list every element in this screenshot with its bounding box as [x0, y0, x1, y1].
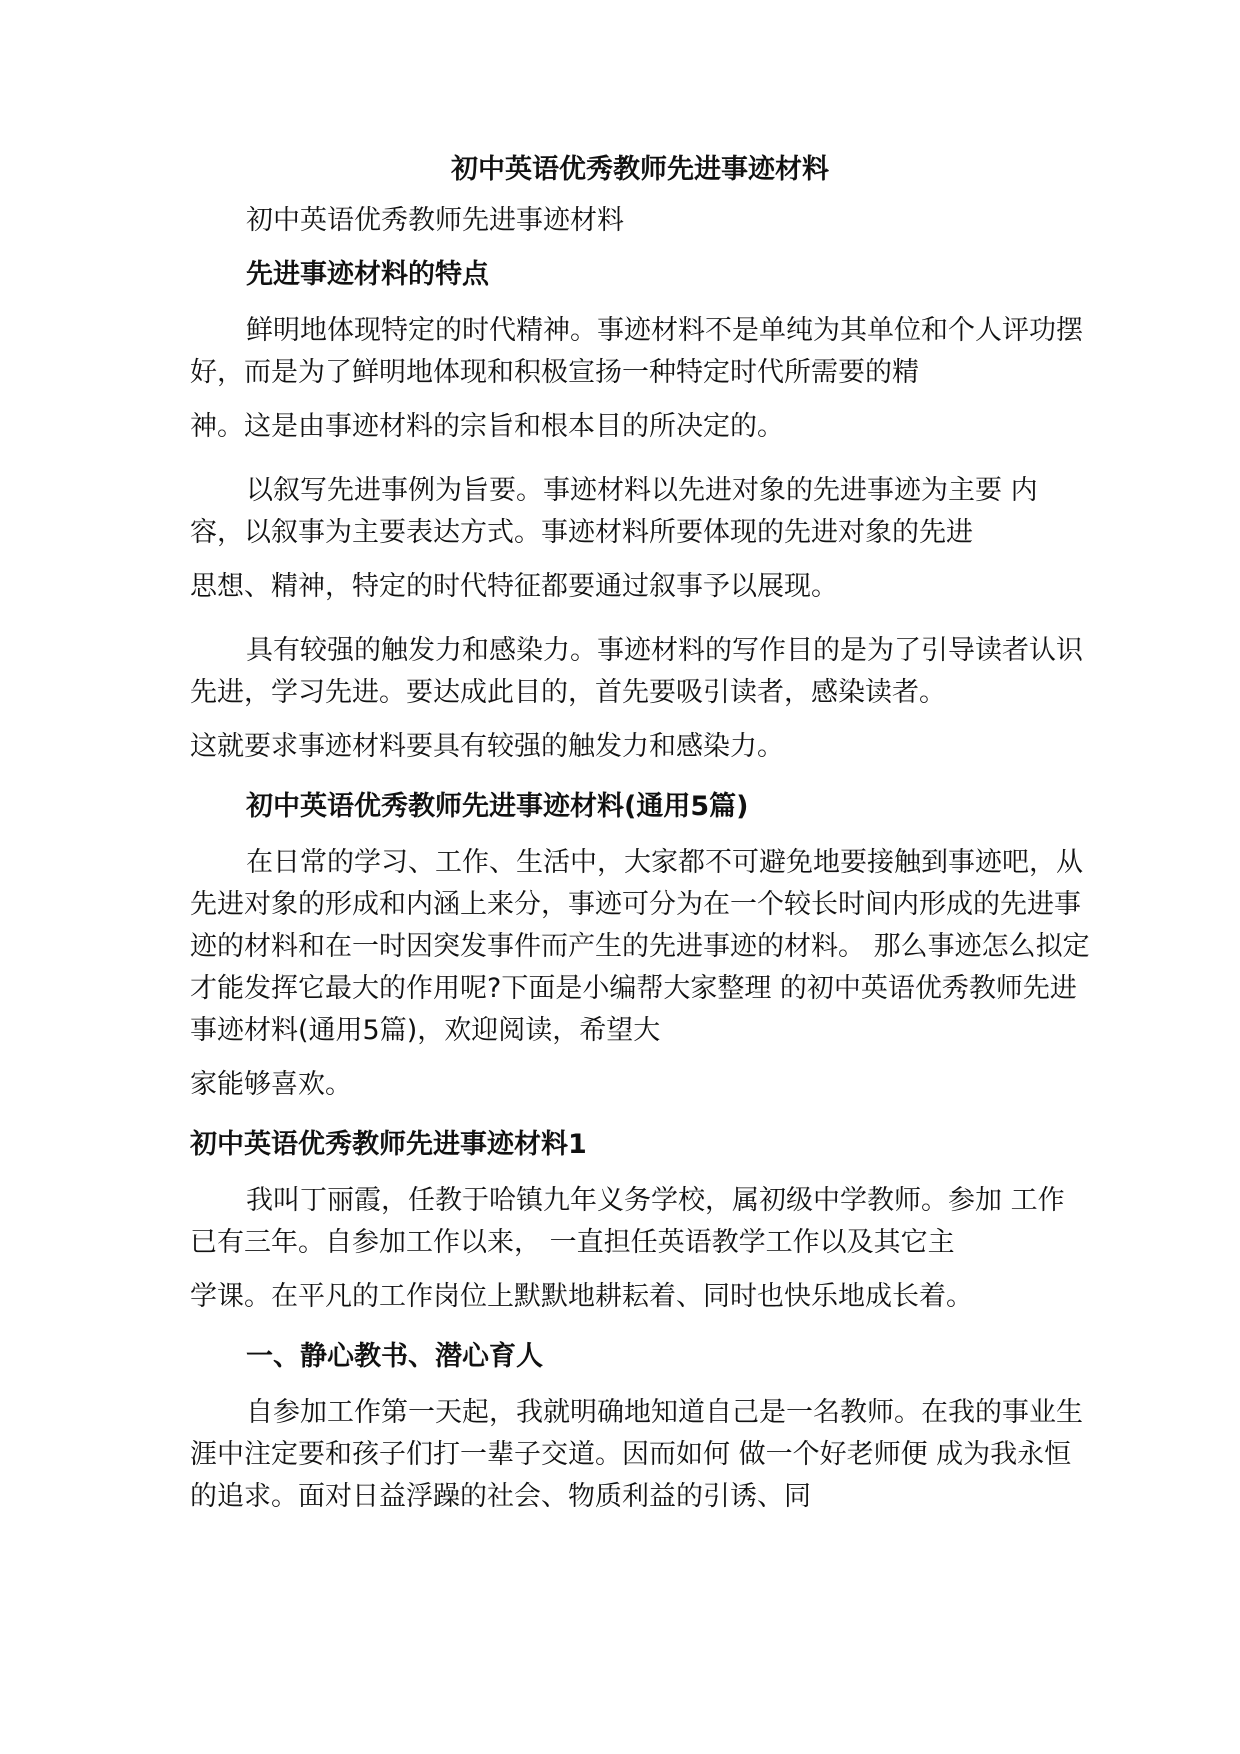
body-paragraph: 这就要求事迹材料要具有较强的触发力和感染力。 — [190, 731, 784, 762]
body-paragraph: 家能够喜欢。 — [190, 1069, 352, 1100]
body-paragraph: 具有较强的触发力和感染力。事迹材料的写作目的是为了引导读者认识先进，学习先进。要达成此目的，首先要吸引读者，感染读者。 — [190, 635, 1083, 708]
body-paragraph: 自参加工作第一天起，我就明确地知道自己是一名教师。在我的事业生涯中注定要和孩子们打一辈子交道。因而如何 做一个好老师便 成为我永恒的追求。面对日益浮躁的社会、物质利益的引诱、同 — [190, 1397, 1083, 1512]
section-heading: 先进事迹材料的特点 — [246, 259, 489, 290]
body-paragraph: 以叙写先进事例为旨要。事迹材料以先进对象的先进事迹为主要 内容，以叙事为主要表达方式。事迹材料所要体现的先进对象的先进 — [190, 475, 1038, 548]
document-title: 初中英语优秀教师先进事迹材料 — [451, 154, 829, 185]
subtitle-paragraph: 初中英语优秀教师先进事迹材料 — [246, 205, 624, 236]
body-paragraph: 在日常的学习、工作、生活中，大家都不可避免地要接触到事迹吧，从先进对象的形成和内涵上来分，事迹可分为在一个较长时间内形成的先进事迹的材料和在一时因突发事件而产生的先进事迹的材料。 那么事迹怎么拟定才能发挥它最大的作用呢?下面是小编帮大家整理 的初中英语优秀教师先进事迹材料(通用5篇)，欢迎阅读，希望大 — [190, 847, 1090, 1046]
body-paragraph: 我叫丁丽霞，任教于哈镇九年义务学校，属初级中学教师。参加 工作已有三年。自参加工作以来， 一直担任英语教学工作以及其它主 — [190, 1185, 1065, 1258]
body-paragraph: 神。这是由事迹材料的宗旨和根本目的所决定的。 — [190, 411, 784, 442]
document-page — [190, 150, 1090, 1530]
section-heading: 一、静心教书、潜心育人 — [246, 1341, 543, 1372]
body-paragraph: 学课。在平凡的工作岗位上默默地耕耘着、同时也快乐地成长着。 — [190, 1281, 973, 1312]
section-heading: 初中英语优秀教师先进事迹材料(通用5篇) — [246, 791, 749, 822]
body-paragraph: 思想、精神，特定的时代特征都要通过叙事予以展现。 — [190, 571, 838, 602]
body-paragraph: 鲜明地体现特定的时代精神。事迹材料不是单纯为其单位和个人评功摆好，而是为了鲜明地体现和积极宣扬一种特定时代所需要的精 — [190, 315, 1083, 388]
section-heading: 初中英语优秀教师先进事迹材料1 — [190, 1129, 587, 1160]
